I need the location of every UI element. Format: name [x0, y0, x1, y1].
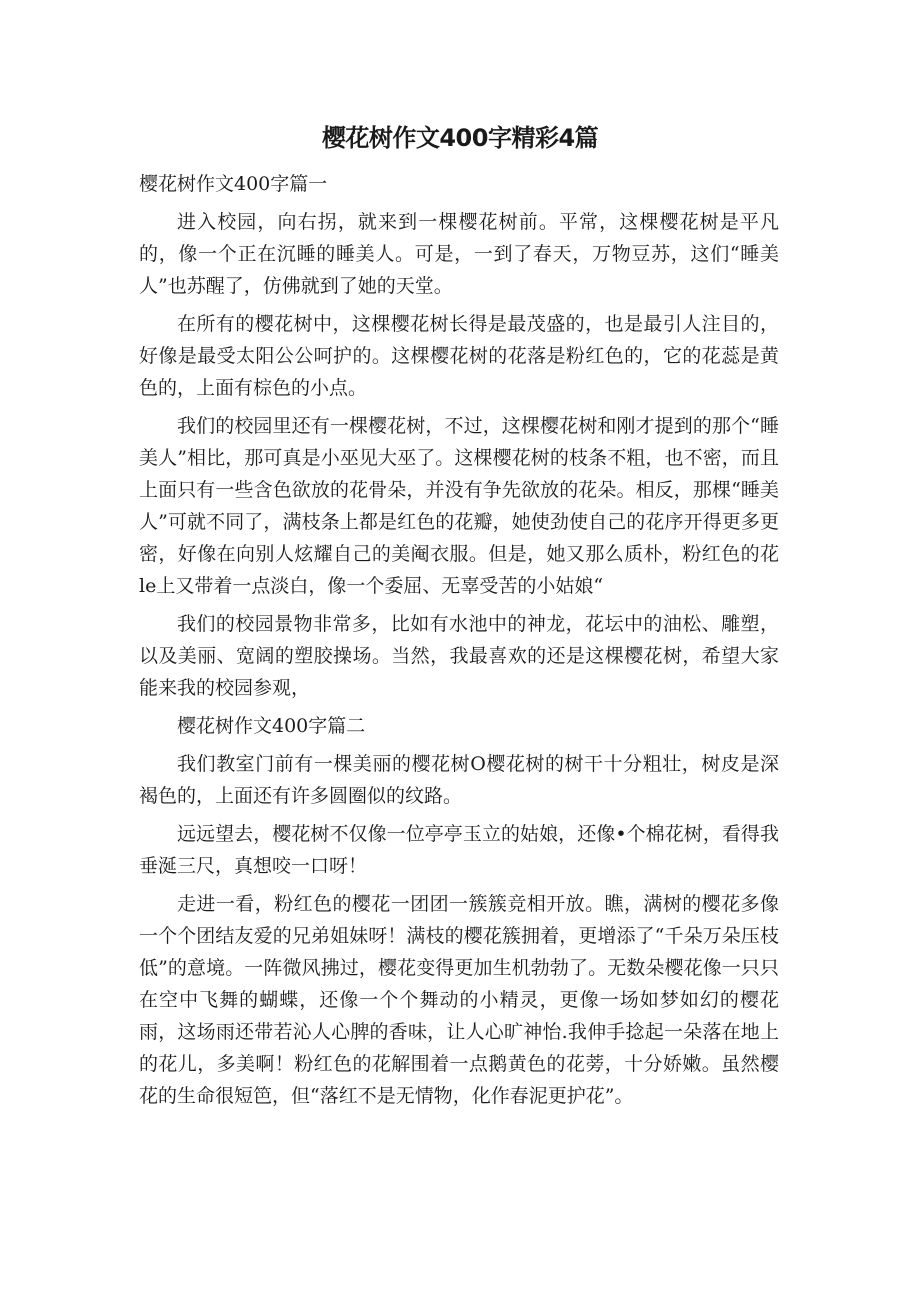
paragraph: 我们的校园里还有一棵樱花树，不过，这棵樱花树和刚才提到的那个“睡美人”相比，那可真是小巫见大巫了。这棵樱花树的枝条不粗，也不密，而且上面只有一些含色欲放的花骨朵，并没有争先欲放的花朵。相反，那棵“睡美人”可就不同了，满枝条上都是红色的花瓣，她使劲使自己的花序开得更多更密，好像在向别人炫耀自己的美阉衣服。但是，她又那么质朴，粉红色的花le上又带着一点淡白，像一个委屈、无辜受苦的小姑娘“ [139, 415, 779, 597]
document-body [139, 168, 779, 1118]
section-heading-1: 樱花树作文400字篇一 [139, 173, 328, 195]
paragraph: 远远望去，樱花树不仅像一位亭亭玉立的姑娘，还像•个棉花树，看得我垂涎三尺，真想咬一口呀！ [139, 823, 779, 877]
paragraph: 进入校园，向右拐，就来到一棵樱花树前。平常，这棵樱花树是平凡的，像一个正在沉睡的睡美人。可是，一到了春天，万物豆苏，这们“睡美人”也苏醒了，仿佛就到了她的天堂。 [139, 211, 779, 297]
paragraph: 在所有的樱花树中，这棵樱花树长得是最茂盛的，也是最引人注目的，好像是最受太阳公公呵护的。这棵樱花树的花落是粉红色的，它的花蕊是黄色的，上面有棕色的小点。 [139, 313, 779, 399]
paragraph: 走进一看，粉红色的樱花一团团一簇簇竞相开放。瞧，满树的樱花多像一个个团结友爱的兄弟姐妹呀！满枝的樱花簇拥着，更增添了“千朵万朵压枝低”的意境。一阵微风拂过，樱花变得更加生机勃勃了。无数朵樱花像一只只在空中飞舞的蝴蝶，还像一个个舞动的小精灵，更像一场如梦如幻的樱花雨，这场雨还带若沁人心脾的香味，让人心旷神怡.我伸手捻起一朵落在地上的花儿，多美啊！粉红色的花解围着一点鹅黄色的花蒡，十分娇嫩。虽然樱花的生命很短笆，但“落红不是无情物，化作春泥更护花”。 [139, 893, 779, 1107]
section-heading-2: 樱花树作文400字篇二 [177, 715, 366, 737]
paragraph: 我们的校园景物非常多，比如有水池中的神龙，花坛中的油松、雕塑，以及美丽、宽阔的塑胶操场。当然，我最喜欢的还是这棵樱花树，希望大家能来我的校园参观， [139, 613, 779, 699]
paragraph: 我们教室门前有一棵美丽的樱花树O樱花树的树干十分粗壮，树皮是深褐色的，上面还有许多圆圈似的纹路。 [139, 753, 779, 807]
document-title: 樱花树作文400字精彩4篇 [321, 124, 599, 152]
